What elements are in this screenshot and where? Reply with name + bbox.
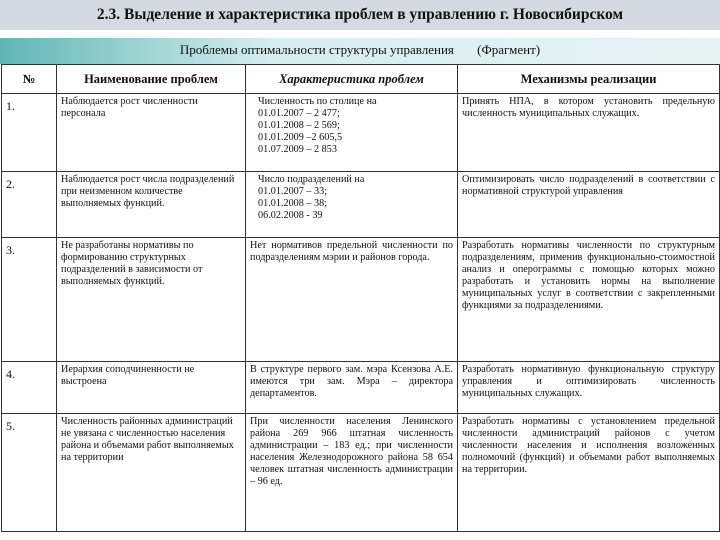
mechanism-cell: Оптимизировать число подразделений в соответствии с нормативной структурой управления xyxy=(458,172,720,238)
mechanism-cell: Принять НПА, в котором установить предельную численность муниципальных служащих. xyxy=(458,94,720,172)
characteristic-line: 01.01.2008 – 2 569; xyxy=(258,120,340,131)
characteristic-cell xyxy=(246,172,458,238)
problem-cell: Иерархия соподчиненности не выстроена xyxy=(57,362,246,414)
characteristic-line: 01.01.2009 –2 605,5 xyxy=(258,132,343,143)
characteristic-cell: В структуре первого зам. мэра Ксензова А.Е. имеются три зам. Мэра – директора департаментов. xyxy=(246,362,458,414)
characteristic-cell: Нет нормативов предельной численности по подразделениям мэрии и районов города. xyxy=(246,238,458,362)
page-title: 2.3. Выделение и характеристика проблем в управлению г. Новосибирском xyxy=(96,6,624,23)
characteristic-line: 01.01.2007 – 2 477; xyxy=(258,108,340,119)
row-number: 3. xyxy=(2,238,57,362)
column-header-number: № xyxy=(2,65,57,94)
characteristic-line: 01.01.2007 – 33; xyxy=(258,186,328,197)
problem-cell: Наблюдается рост числа подразделений при неизменном количестве выполняемых функций. xyxy=(57,172,246,238)
table-row xyxy=(2,414,720,532)
problem-cell: Не разработаны нормативы по формированию структурных подразделений в зависимости от выполняемых функций. xyxy=(57,238,246,362)
column-header-characteristic: Характеристика проблем xyxy=(246,65,458,94)
problems-table xyxy=(1,64,720,532)
column-header-mechanism: Механизмы реализации xyxy=(458,65,720,94)
problem-cell: Численность районных администраций не увязана с численностью населения района и объемами работ выполняемых на территории xyxy=(57,414,246,532)
table-row xyxy=(2,94,720,172)
table-row xyxy=(2,362,720,414)
characteristic-line: 06.02.2008 - 39 xyxy=(258,210,323,221)
table-row xyxy=(2,238,720,362)
mechanism-cell: Разработать нормативную функциональную структуру управления и оптимизировать численность муниципальных служащих. xyxy=(458,362,720,414)
mechanism-cell: Разработать нормативы с установлением предельной численности администраций районов с учетом численности населения и исполнения возложенных полномочий (функций) и объемами работ выполняемых на территории. xyxy=(458,414,720,532)
row-number: 4. xyxy=(2,362,57,414)
subtitle-text: Проблемы оптимальности структуры управления xyxy=(179,42,454,57)
mechanism-cell: Разработать нормативы численности по структурным подразделениям, применив функционально-стоимостной анализ и оперограммы с помощью которых можно разработать и установить нормы на выполнение муниципальных услуг в соответствии с закрепленными функциями за подразделениями. xyxy=(458,238,720,362)
page-subtitle xyxy=(0,42,720,58)
characteristic-line: 01.07.2009 – 2 853 xyxy=(258,144,337,155)
characteristic-cell: При численности населения Ленинского района 269 966 штатная численность администрации – 183 ед.; при численности населения Железнодорожного района 58 654 человек штатная численность администрации – 96 ед. xyxy=(246,414,458,532)
characteristic-line: 01.01.2008 – 38; xyxy=(258,198,328,209)
row-number: 2. xyxy=(2,172,57,238)
column-header-problem: Наименование проблем xyxy=(57,65,246,94)
characteristic-cell xyxy=(246,94,458,172)
characteristic-line: Число подразделений на xyxy=(258,174,365,185)
problem-cell: Наблюдается рост численности персонала xyxy=(57,94,246,172)
subtitle-fragment-note: (Фрагмент) xyxy=(477,42,541,57)
table-row xyxy=(2,172,720,238)
row-number: 1. xyxy=(2,94,57,172)
table-header-row xyxy=(2,65,720,94)
row-number: 5. xyxy=(2,414,57,532)
characteristic-line: Численность по столице на xyxy=(258,96,377,107)
